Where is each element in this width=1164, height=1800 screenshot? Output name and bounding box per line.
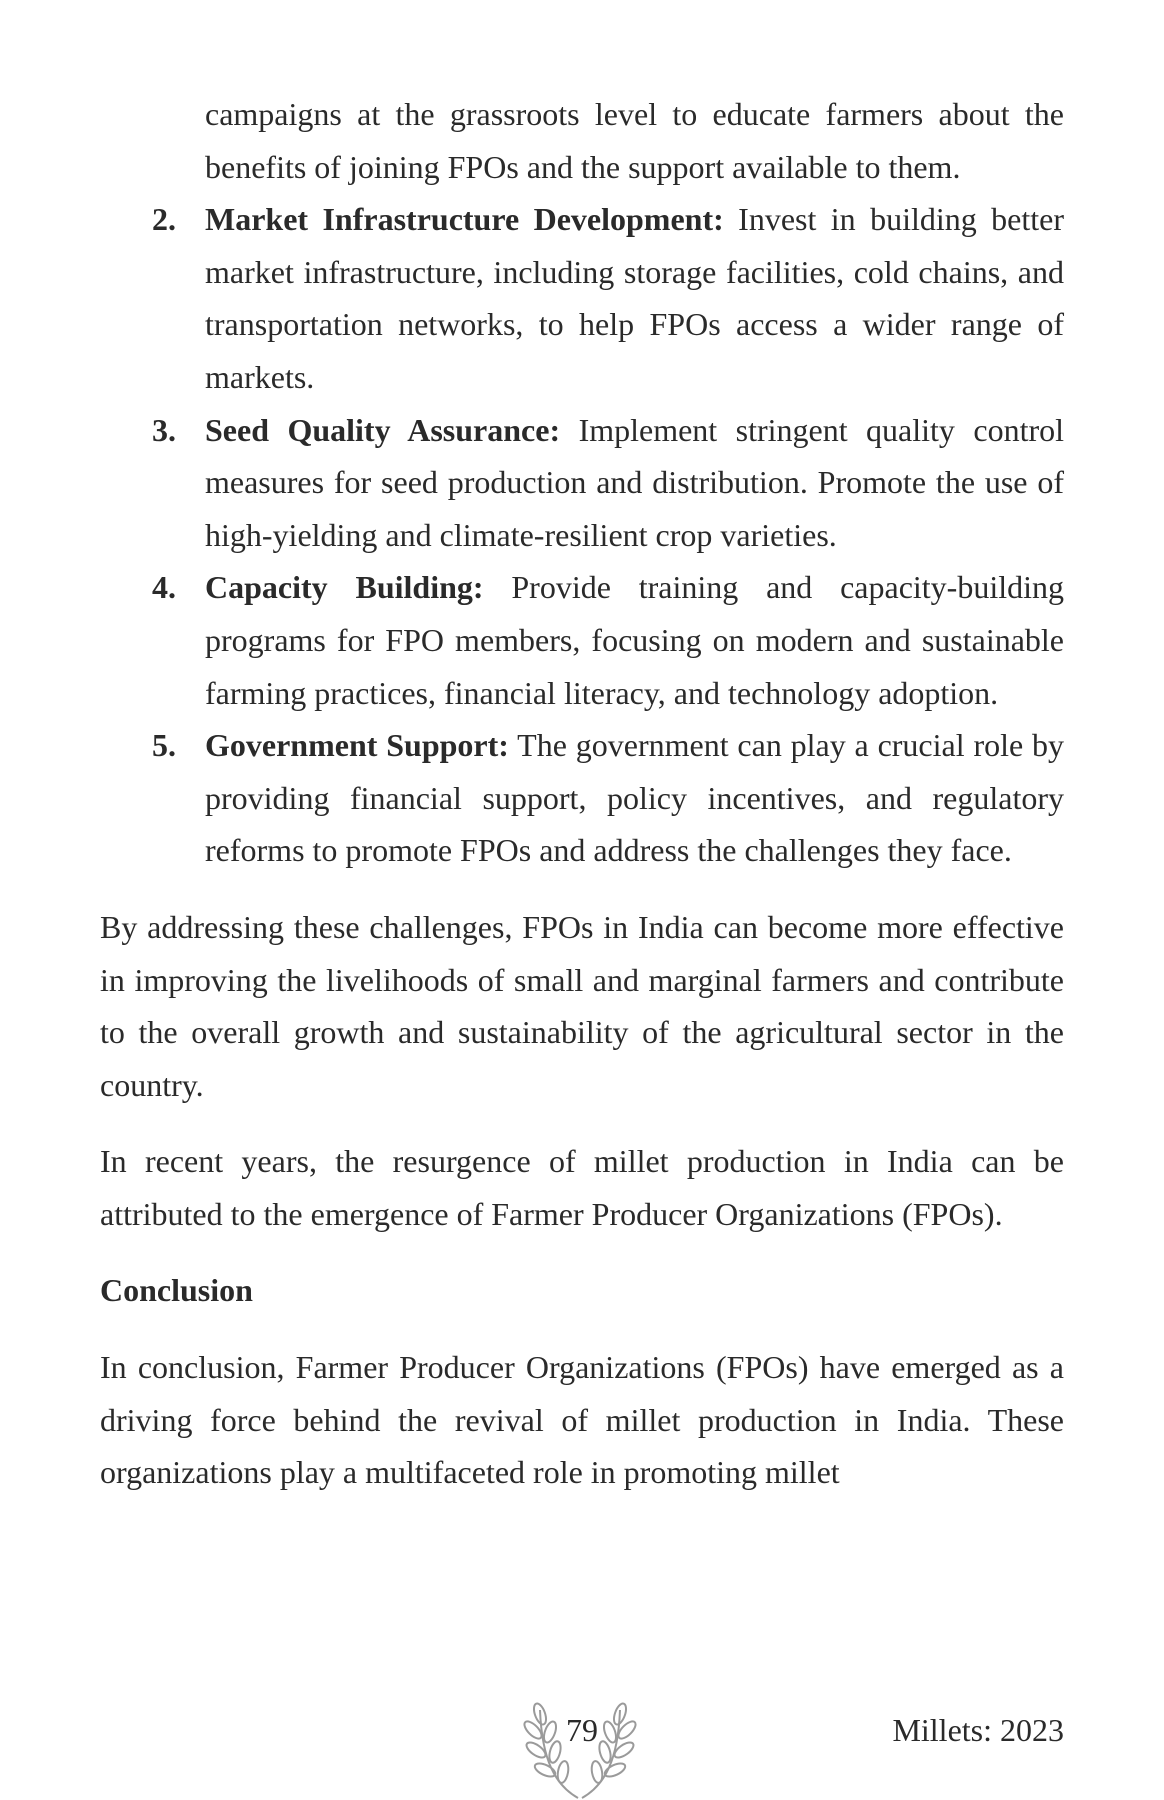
list-item-title: Government Support: bbox=[205, 727, 509, 764]
list-item bbox=[100, 719, 1064, 877]
list-item-title: Market Infrastructure Development: bbox=[205, 201, 724, 238]
spacer bbox=[100, 877, 1064, 901]
paragraph-conclusion: In conclusion, Farmer Producer Organizations (FPOs) have emerged as a driving force behind the revival of millet production in India. These organizations play a multifaceted role in promoting millet bbox=[100, 1349, 1064, 1491]
spacer bbox=[100, 1240, 1064, 1264]
page-body bbox=[100, 88, 1064, 1499]
paragraph-summary: By addressing these challenges, FPOs in India can become more effective in improving the livelihoods of small and marginal farmers and contribute to the overall growth and sustainability of the agricultural sector in the country. bbox=[100, 908, 1064, 1103]
paragraph-resurgence: In recent years, the resurgence of millet production in India can be attributed to the emergence of Farmer Producer Organizations (FPOs). bbox=[100, 1143, 1064, 1232]
list-item-number: 2. bbox=[152, 201, 176, 238]
list-item-title: Seed Quality Assurance: bbox=[205, 411, 561, 448]
running-title: Millets: 2023 bbox=[892, 1712, 1064, 1748]
list-item bbox=[100, 404, 1064, 562]
list-item-text: The government can play a crucial role by providing financial support, policy incentives, and regulatory reforms to promote FPOs and address the challenges they face. bbox=[205, 727, 1065, 869]
list-item-text: Provide training and capacity-building programs for FPO members, focusing on modern and sustainable farming practices, financial literacy, and technology adoption. bbox=[205, 569, 1065, 711]
page-number: 79 bbox=[566, 1712, 598, 1748]
list-item bbox=[100, 193, 1064, 403]
spacer bbox=[100, 1111, 1064, 1135]
list-item-number: 3. bbox=[152, 411, 176, 448]
section-heading-conclusion: Conclusion bbox=[100, 1272, 253, 1309]
list-item-title: Capacity Building: bbox=[205, 569, 484, 606]
list-item-text: Invest in building better market infrastructure, including storage facilities, cold chains, and transportation networks, to help FPOs access a wider range of markets. bbox=[205, 201, 1065, 395]
spacer bbox=[100, 1317, 1064, 1341]
list-item-number: 4. bbox=[152, 569, 176, 606]
page-footer bbox=[0, 1700, 1164, 1800]
recommendations-list bbox=[100, 193, 1064, 877]
list-continuation-text: campaigns at the grassroots level to educate farmers about the benefits of joining FPOs and the support available to them. bbox=[205, 96, 1064, 185]
list-item-text: Implement stringent quality control measures for seed production and distribution. Promote the use of high-yielding and climate-resilient crop varieties. bbox=[205, 411, 1065, 553]
list-item-number: 5. bbox=[152, 727, 176, 764]
list-item bbox=[100, 561, 1064, 719]
